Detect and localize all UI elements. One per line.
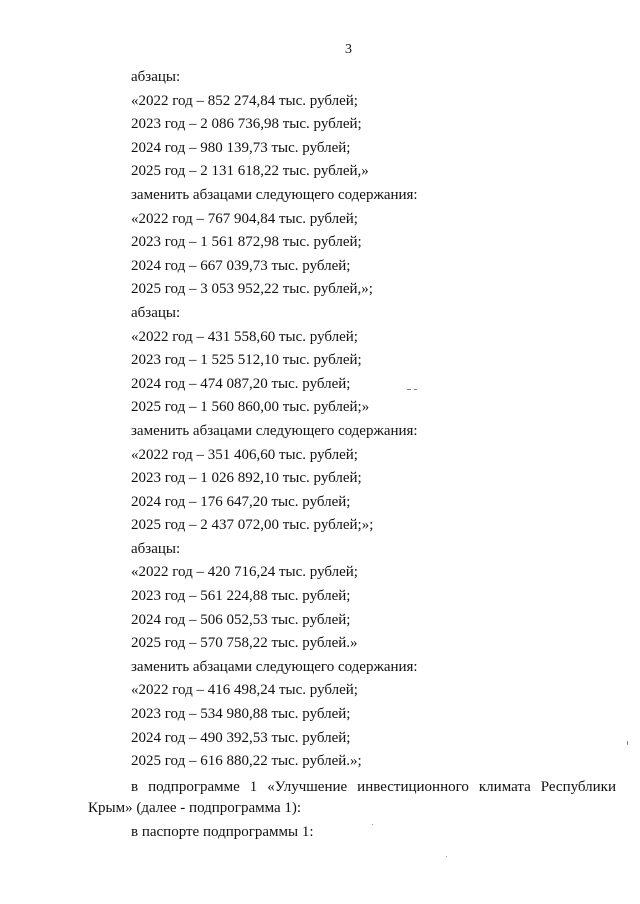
text-line: 2025 год – 2 131 618,22 тыс. рублей,» [131, 163, 369, 180]
scan-speck [407, 389, 411, 390]
text-line: 2023 год – 1 525 512,10 тыс. рублей; [131, 352, 362, 369]
text-line: 2024 год – 176 647,20 тыс. рублей; [131, 493, 351, 510]
text-line: заменить абзацами следующего содержания: [131, 658, 418, 675]
text-line: заменить абзацами следующего содержания: [131, 186, 418, 203]
text-line: абзацы: [131, 69, 181, 85]
text-line: 2025 год – 1 560 860,00 тыс. рублей;» [131, 399, 370, 416]
text-line: 2024 год – 474 087,20 тыс. рублей; [131, 375, 351, 392]
scan-speck [627, 741, 628, 745]
text-line: «2022 год – 351 406,60 тыс. рублей; [131, 446, 358, 463]
text-line: абзацы: [131, 304, 181, 321]
text-line: 2023 год – 561 224,88 тыс. рублей; [131, 588, 351, 605]
text-line: 2023 год – 1 026 892,10 тыс. рублей; [131, 470, 362, 487]
page-number: 3 [345, 42, 352, 57]
text-line: «2022 год – 420 716,24 тыс. рублей; [131, 564, 358, 581]
subprogram-paragraph: в подпрограмме 1 «Улучшение инвестиционного климата Республики Крым» (далее - подпрограмма 1): [88, 779, 616, 816]
text-line: 2025 год – 3 053 952,22 тыс. рублей,»; [131, 281, 373, 298]
text-line: 2024 год – 490 392,53 тыс. рублей; [131, 729, 351, 746]
text-line: 2024 год – 667 039,73 тыс. рублей; [131, 257, 351, 274]
text-line: «2022 год – 431 558,60 тыс. рублей; [131, 328, 358, 345]
passport-paragraph: в паспорте подпрограммы 1: [131, 824, 314, 840]
text-line: 2024 год – 980 139,73 тыс. рублей; [131, 139, 351, 156]
text-line: абзацы: [131, 540, 181, 557]
text-line: 2024 год – 506 052,53 тыс. рублей; [131, 611, 351, 628]
scan-speck [446, 856, 447, 857]
text-line: «2022 год – 852 274,84 тыс. рублей; [131, 92, 358, 109]
text-line: «2022 год – 767 904,84 тыс. рублей; [131, 210, 358, 227]
text-line: 2023 год – 2 086 736,98 тыс. рублей; [131, 116, 362, 133]
scan-speck [414, 389, 417, 390]
text-line: «2022 год – 416 498,24 тыс. рублей; [131, 682, 358, 699]
text-line: 2025 год – 2 437 072,00 тыс. рублей;»; [131, 517, 374, 534]
text-line: 2025 год – 570 758,22 тыс. рублей.» [131, 635, 358, 652]
amendment-lines [0, 68, 640, 776]
text-line: заменить абзацами следующего содержания: [131, 422, 418, 439]
text-line: 2023 год – 1 561 872,98 тыс. рублей; [131, 234, 362, 251]
text-line: 2023 год – 534 980,88 тыс. рублей; [131, 706, 351, 723]
text-line: 2025 год – 616 880,22 тыс. рублей.»; [131, 753, 362, 770]
scan-speck [372, 824, 373, 825]
